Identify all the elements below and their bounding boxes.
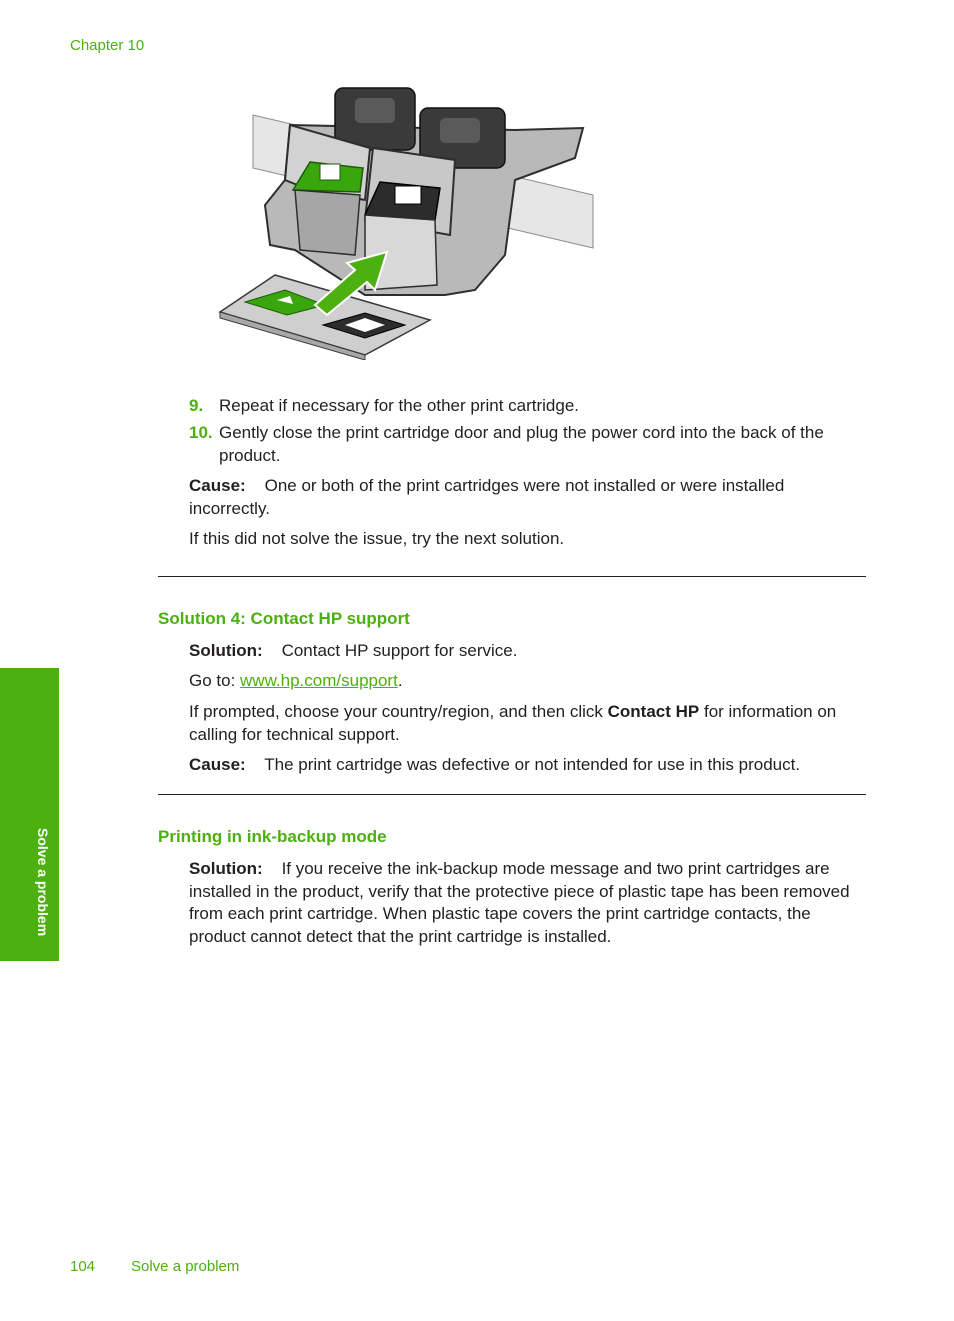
section-divider bbox=[158, 794, 866, 795]
contact-hp-emphasis: Contact HP bbox=[607, 702, 700, 721]
solution-label: Solution: bbox=[189, 641, 263, 660]
solution-label: Solution: bbox=[189, 859, 263, 878]
print-cartridge-insertion-illustration bbox=[220, 88, 593, 360]
prompt-paragraph bbox=[189, 701, 869, 746]
section-divider bbox=[158, 576, 866, 577]
solution-text: Contact HP support for service. bbox=[281, 641, 518, 660]
ink-backup-solution-paragraph bbox=[189, 858, 869, 948]
step-text: Gently close the print cartridge door and plug the power cord into the back of the product. bbox=[219, 423, 824, 465]
hp-support-link[interactable]: www.hp.com/support bbox=[240, 671, 398, 690]
cause-text: The print cartridge was defective or not intended for use in this product. bbox=[264, 755, 801, 774]
step-number: 9. bbox=[189, 396, 204, 415]
next-solution-text: If this did not solve the issue, try the next solution. bbox=[189, 529, 565, 548]
step-item bbox=[189, 395, 869, 418]
prompt-pre: If prompted, choose your country/region, and then click bbox=[189, 702, 608, 721]
prompt-post: for information on calling for technical support. bbox=[189, 702, 837, 744]
goto-prefix: Go to: bbox=[189, 671, 241, 690]
solution-paragraph bbox=[189, 640, 869, 663]
cartridge-illustration bbox=[215, 80, 595, 360]
goto-paragraph bbox=[189, 670, 869, 693]
cause-paragraph bbox=[189, 475, 869, 520]
solution-4-heading: Solution 4: Contact HP support bbox=[158, 609, 410, 628]
chapter-header: Chapter 10 bbox=[70, 37, 145, 54]
step-number: 10. bbox=[189, 423, 213, 442]
cause-text: One or both of the print cartridges were not installed or were installed incorrectly. bbox=[189, 476, 785, 518]
page-number: 104 bbox=[70, 1258, 96, 1275]
cause-label: Cause: bbox=[189, 755, 246, 774]
side-tab-label: Solve a problem bbox=[35, 828, 51, 937]
ink-backup-heading: Printing in ink-backup mode bbox=[158, 827, 387, 846]
cause-paragraph bbox=[189, 754, 869, 777]
footer-section: Solve a problem bbox=[131, 1258, 240, 1275]
cause-label: Cause: bbox=[189, 476, 246, 495]
solution-text: If you receive the ink-backup mode message and two print cartridges are installed in the product, verify that the protective piece of plastic tape has been removed from each print cartridge. When plastic tape covers the print cartridge contacts, the product cannot detect that the print cartridge is installed. bbox=[189, 859, 850, 946]
step-text: Repeat if necessary for the other print cartridge. bbox=[219, 396, 580, 415]
goto-suffix: . bbox=[397, 671, 403, 690]
step-item bbox=[189, 422, 869, 467]
